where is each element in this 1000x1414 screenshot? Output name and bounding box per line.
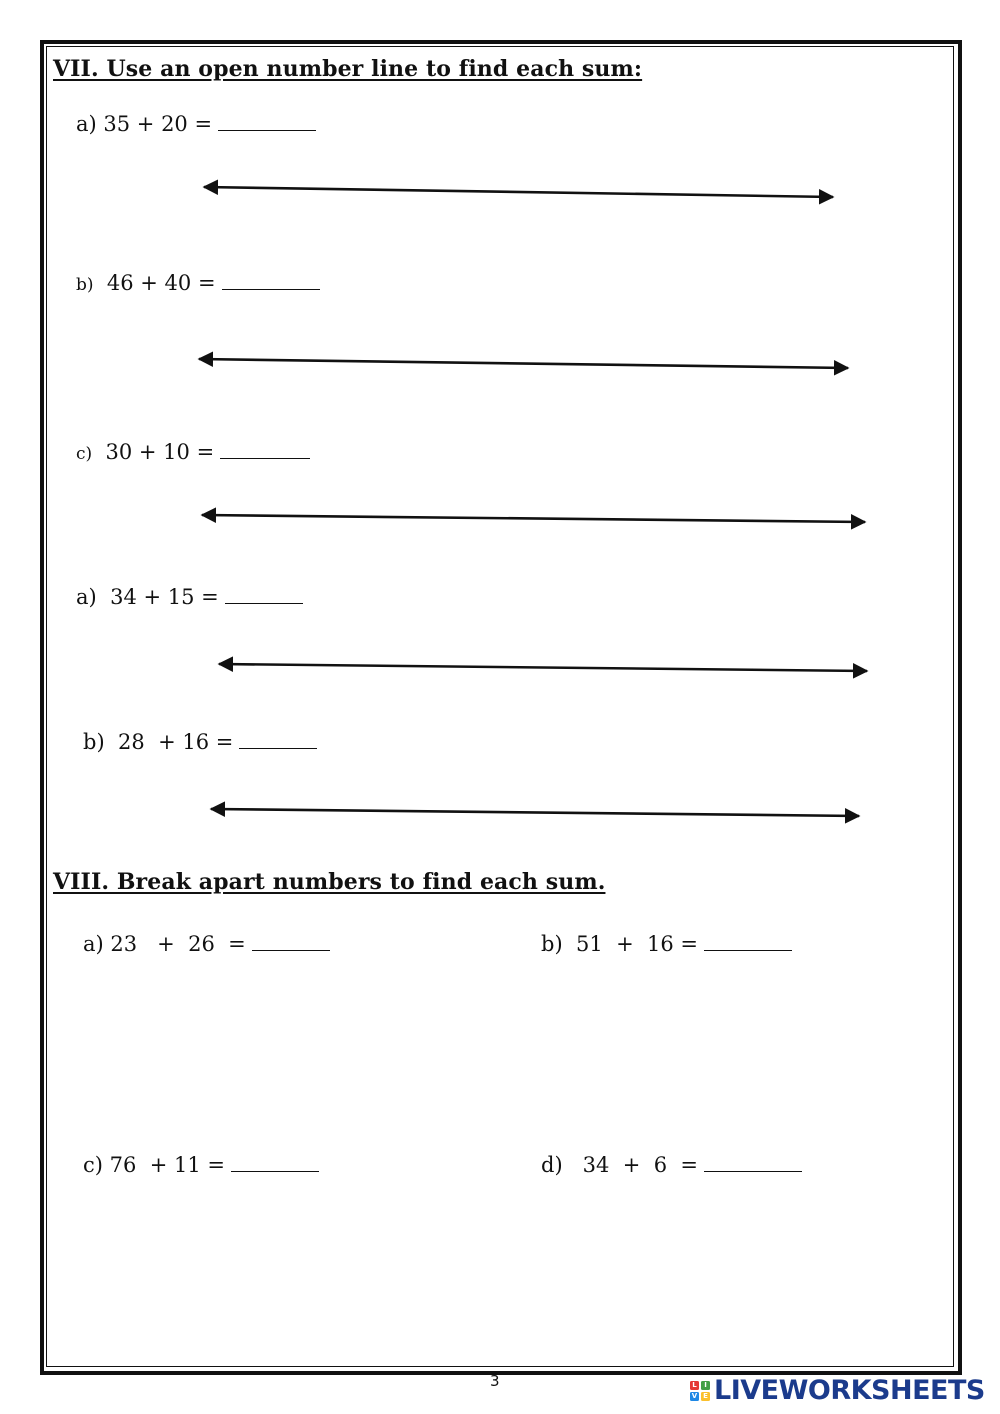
- number-line-1[interactable]: [204, 187, 833, 197]
- problem-8a: [83, 932, 330, 956]
- problem-expression: 35 + 20 =: [103, 112, 213, 136]
- problem-expression: 28 + 16 =: [118, 730, 234, 754]
- problem-expression: 51 + 16 =: [576, 932, 699, 956]
- problem-8b: [541, 932, 792, 956]
- logo-tile: I: [701, 1381, 710, 1390]
- answer-blank[interactable]: [252, 934, 330, 951]
- answer-blank[interactable]: [704, 1155, 802, 1172]
- problem-8d: [541, 1153, 802, 1177]
- problem-expression: 34 + 6 =: [582, 1153, 698, 1177]
- problem-label: a): [83, 932, 104, 956]
- problem-label: a): [76, 112, 97, 136]
- problem-label: a): [76, 585, 97, 609]
- number-line-5[interactable]: [211, 809, 859, 816]
- problem-expression: 23 + 26 =: [110, 932, 246, 956]
- section-7-title: VII. Use an open number line to find each sum:: [53, 56, 643, 82]
- problem-label: b): [83, 730, 105, 754]
- brand-name: LIVEWORKSHEETS: [714, 1375, 985, 1406]
- problem-label: d): [541, 1153, 563, 1177]
- number-line-2[interactable]: [199, 359, 848, 368]
- number-line-3[interactable]: [202, 515, 865, 522]
- problem-expression: 34 + 15 =: [110, 585, 219, 609]
- problem-expression: 30 + 10 =: [105, 440, 215, 464]
- problem-8c: [83, 1153, 319, 1177]
- problem-label: b): [541, 932, 563, 956]
- number-line-4[interactable]: [219, 664, 867, 671]
- problem-expression: 76 + 11 =: [109, 1153, 225, 1177]
- problem-expression: 46 + 40 =: [106, 271, 216, 295]
- logo-tile: E: [701, 1392, 710, 1401]
- liveworksheets-logo[interactable]: [690, 1375, 985, 1406]
- answer-blank[interactable]: [704, 934, 792, 951]
- problem-label: c): [83, 1153, 103, 1177]
- logo-mark-icon: [690, 1381, 710, 1401]
- logo-tile: L: [690, 1381, 699, 1390]
- page-number: 3: [490, 1372, 500, 1390]
- answer-blank[interactable]: [231, 1155, 319, 1172]
- section-8-title: VIII. Break apart numbers to find each sum.: [53, 869, 606, 895]
- problem-label: c): [76, 444, 93, 464]
- problem-label: b): [76, 275, 94, 295]
- logo-tile: V: [691, 1391, 698, 1400]
